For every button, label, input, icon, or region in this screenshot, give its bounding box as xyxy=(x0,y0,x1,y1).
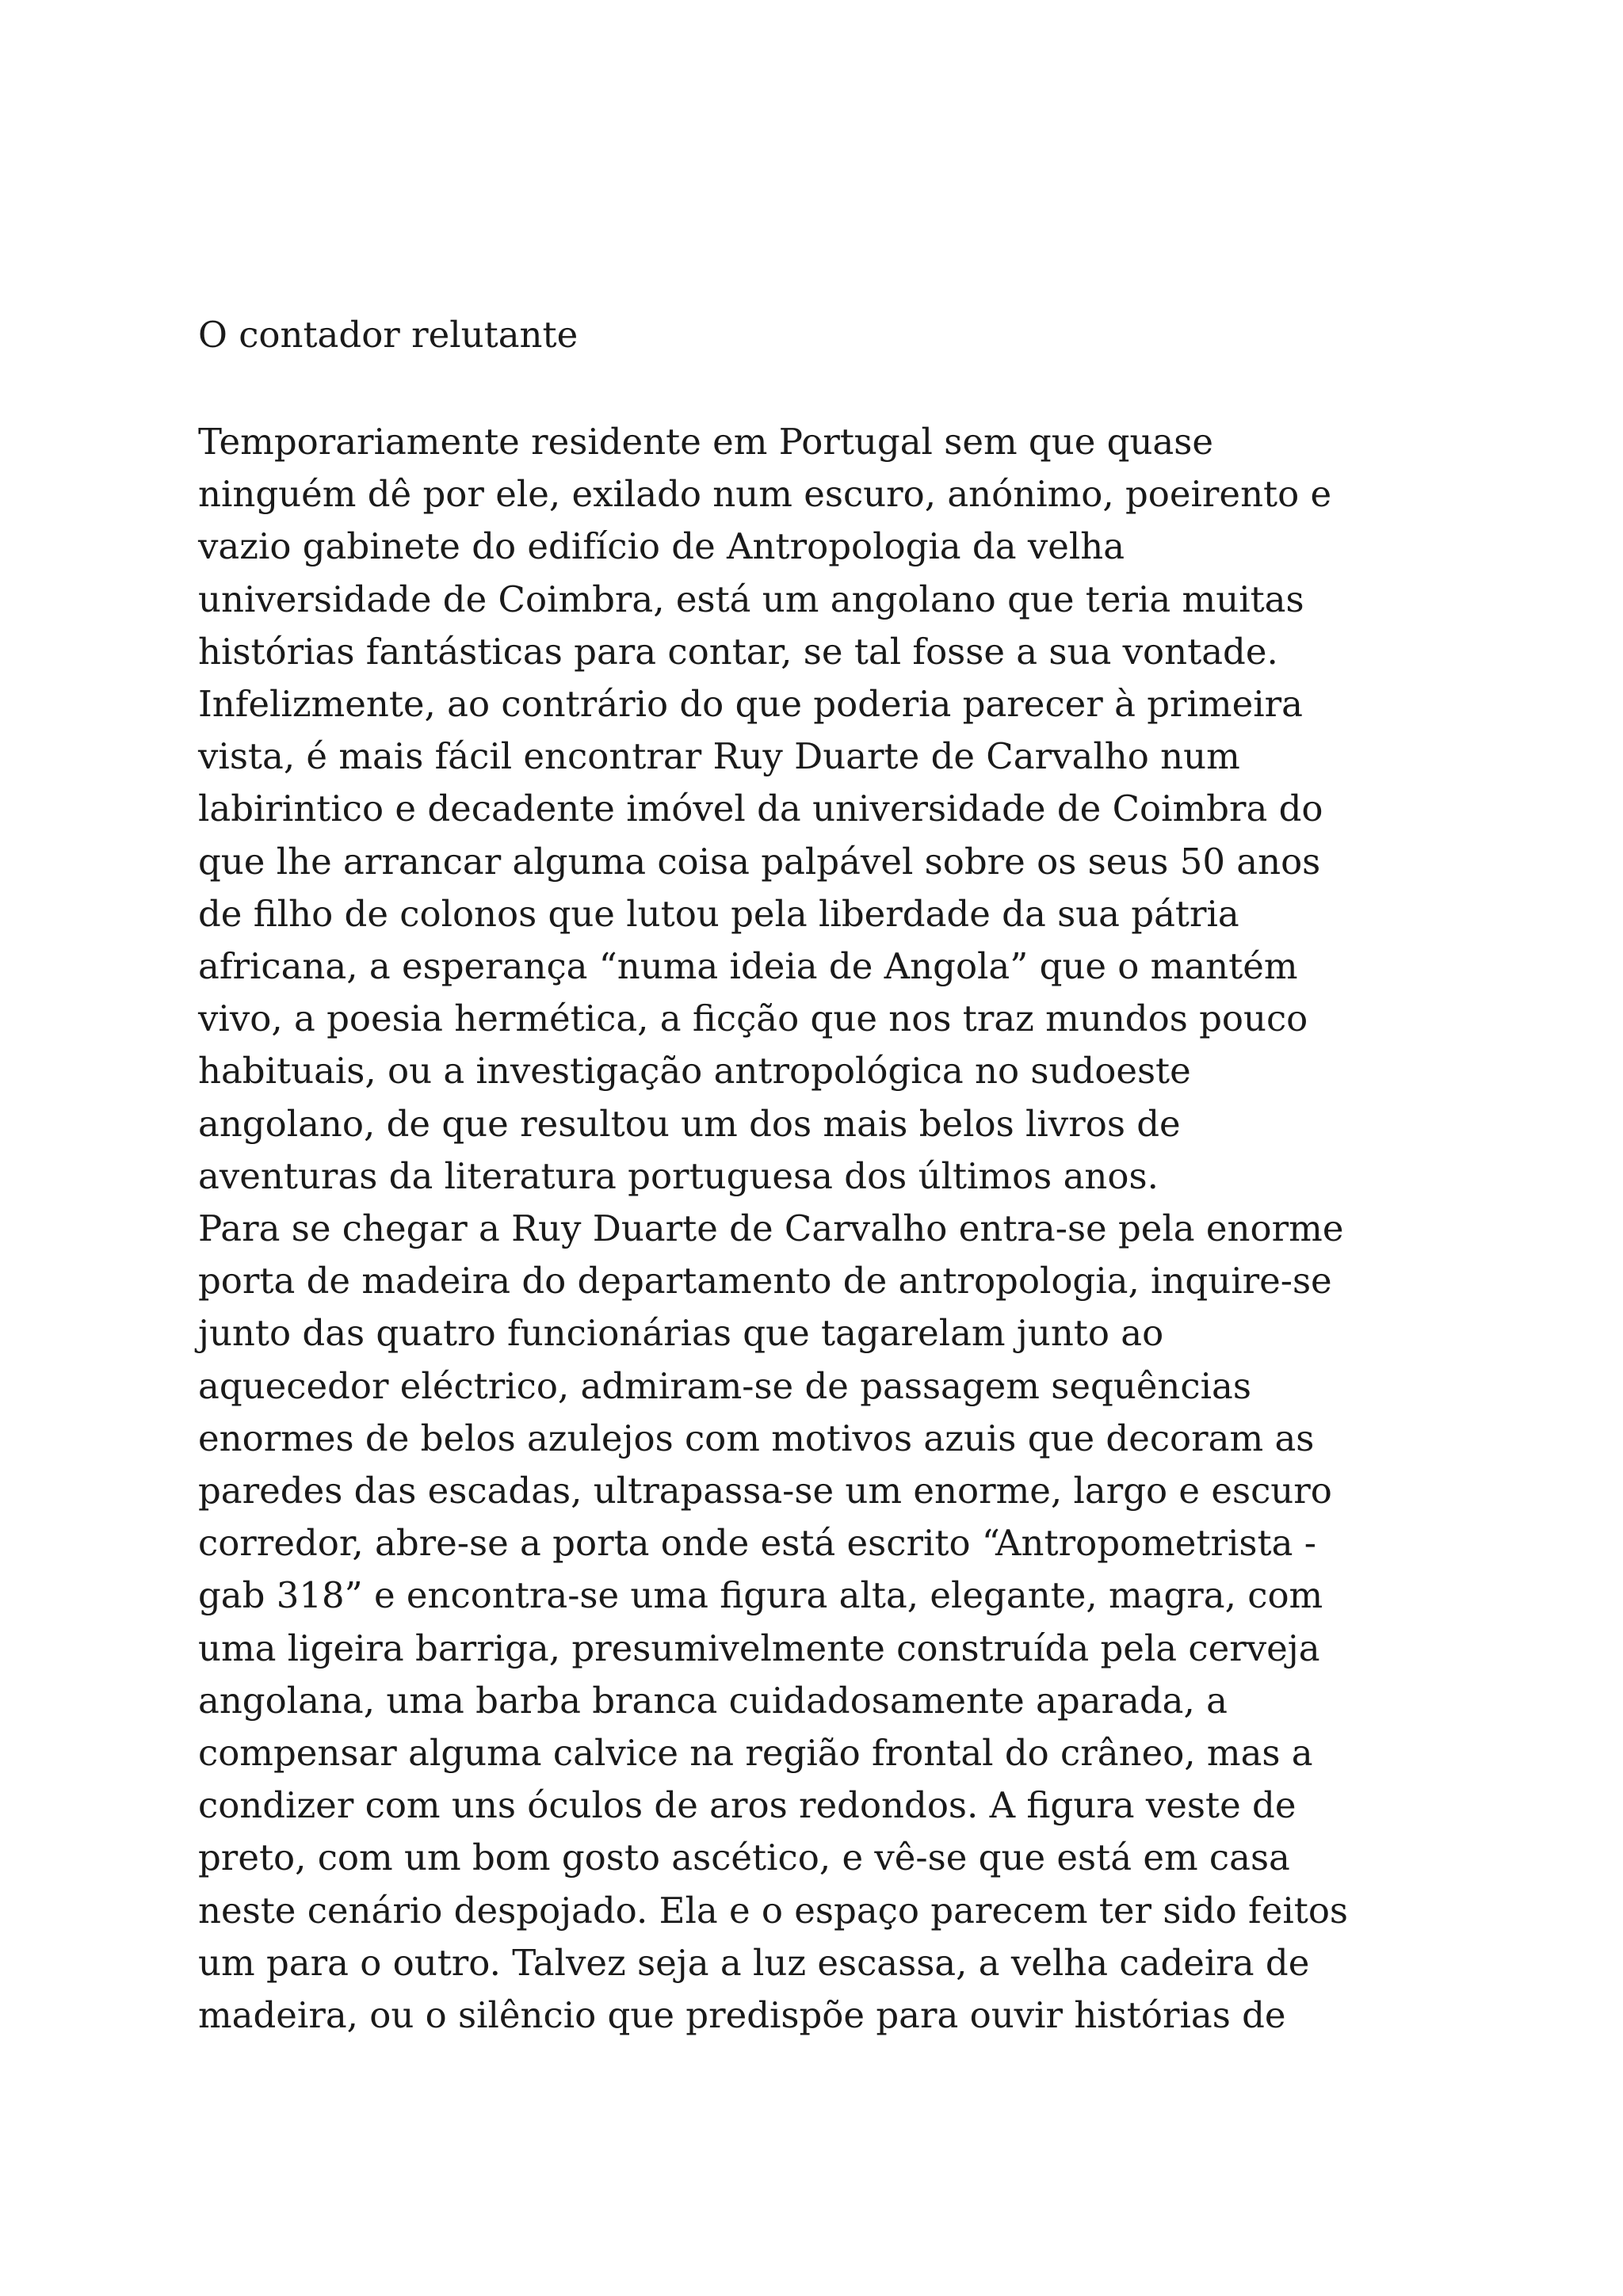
body-text-line: neste cenário despojado. Ela e o espaço parecem ter sido feitos xyxy=(198,1889,1349,1932)
body-text-line: compensar alguma calvice na região frontal do crâneo, mas a xyxy=(198,1732,1313,1775)
body-text-line: corredor, abre-se a porta onde está escrito “Antropometrista - xyxy=(198,1522,1316,1565)
body-text-line: condizer com uns óculos de aros redondos. A figura veste de xyxy=(198,1784,1296,1827)
body-text-line: porta de madeira do departamento de antropologia, inquire-se xyxy=(198,1260,1332,1302)
body-text-line: Infelizmente, ao contrário do que poderia parecer à primeira xyxy=(198,683,1303,726)
body-text-line: enormes de belos azulejos com motivos azuis que decoram as xyxy=(198,1417,1315,1459)
body-text-line: histórias fantásticas para contar, se tal fosse a sua vontade. xyxy=(198,630,1278,673)
body-text-line: angolana, uma barba branca cuidadosamente aparada, a xyxy=(198,1679,1228,1722)
body-text-line: africana, a esperança “numa ideia de Angola” que o mantém xyxy=(198,945,1298,988)
document-body xyxy=(198,416,1348,2042)
body-text-line: habituais, ou a investigação antropológica no sudoeste xyxy=(198,1050,1191,1093)
body-text-line: ninguém dê por ele, exilado num escuro, anónimo, poeirento e xyxy=(198,473,1332,516)
body-text-line: madeira, ou o silêncio que predispõe para ouvir histórias de xyxy=(198,1994,1286,2037)
body-text-line: de filho de colonos que lutou pela liberdade da sua pátria xyxy=(198,892,1239,935)
body-text-line: angolano, de que resultou um dos mais belos livros de xyxy=(198,1102,1181,1145)
body-text-line: Temporariamente residente em Portugal sem que quase xyxy=(198,421,1213,463)
body-text-line: junto das quatro funcionárias que tagarelam junto ao xyxy=(198,1312,1164,1355)
body-text-line: paredes das escadas, ultrapassa-se um enorme, largo e escuro xyxy=(198,1470,1332,1512)
body-text-line: vazio gabinete do edifício de Antropologia da velha xyxy=(198,525,1125,568)
body-text-line: universidade de Coimbra, está um angolano que teria muitas xyxy=(198,578,1304,620)
body-text-line: que lhe arrancar alguma coisa palpável sobre os seus 50 anos xyxy=(198,840,1321,883)
document-title: O contador relutante xyxy=(198,314,579,356)
body-text-line: gab 318” e encontra-se uma figura alta, elegante, magra, com xyxy=(198,1574,1323,1617)
body-text-line: aventuras da literatura portuguesa dos últimos anos. xyxy=(198,1154,1159,1197)
body-text-line: uma ligeira barriga, presumivelmente construída pela cerveja xyxy=(198,1627,1320,1669)
body-text-line: labirintico e decadente imóvel da universidade de Coimbra do xyxy=(198,788,1323,830)
body-text-line: um para o outro. Talvez seja a luz escassa, a velha cadeira de xyxy=(198,1941,1310,1984)
body-text-line: aquecedor eléctrico, admiram-se de passagem sequências xyxy=(198,1364,1251,1407)
body-text-line: vivo, a poesia hermética, a ficção que nos traz mundos pouco xyxy=(198,997,1308,1040)
body-text-line: vista, é mais fácil encontrar Ruy Duarte de Carvalho num xyxy=(198,735,1240,778)
body-text-line: Para se chegar a Ruy Duarte de Carvalho entra-se pela enorme xyxy=(198,1207,1344,1250)
body-text-line: preto, com um bom gosto ascético, e vê-se que está em casa xyxy=(198,1836,1290,1879)
